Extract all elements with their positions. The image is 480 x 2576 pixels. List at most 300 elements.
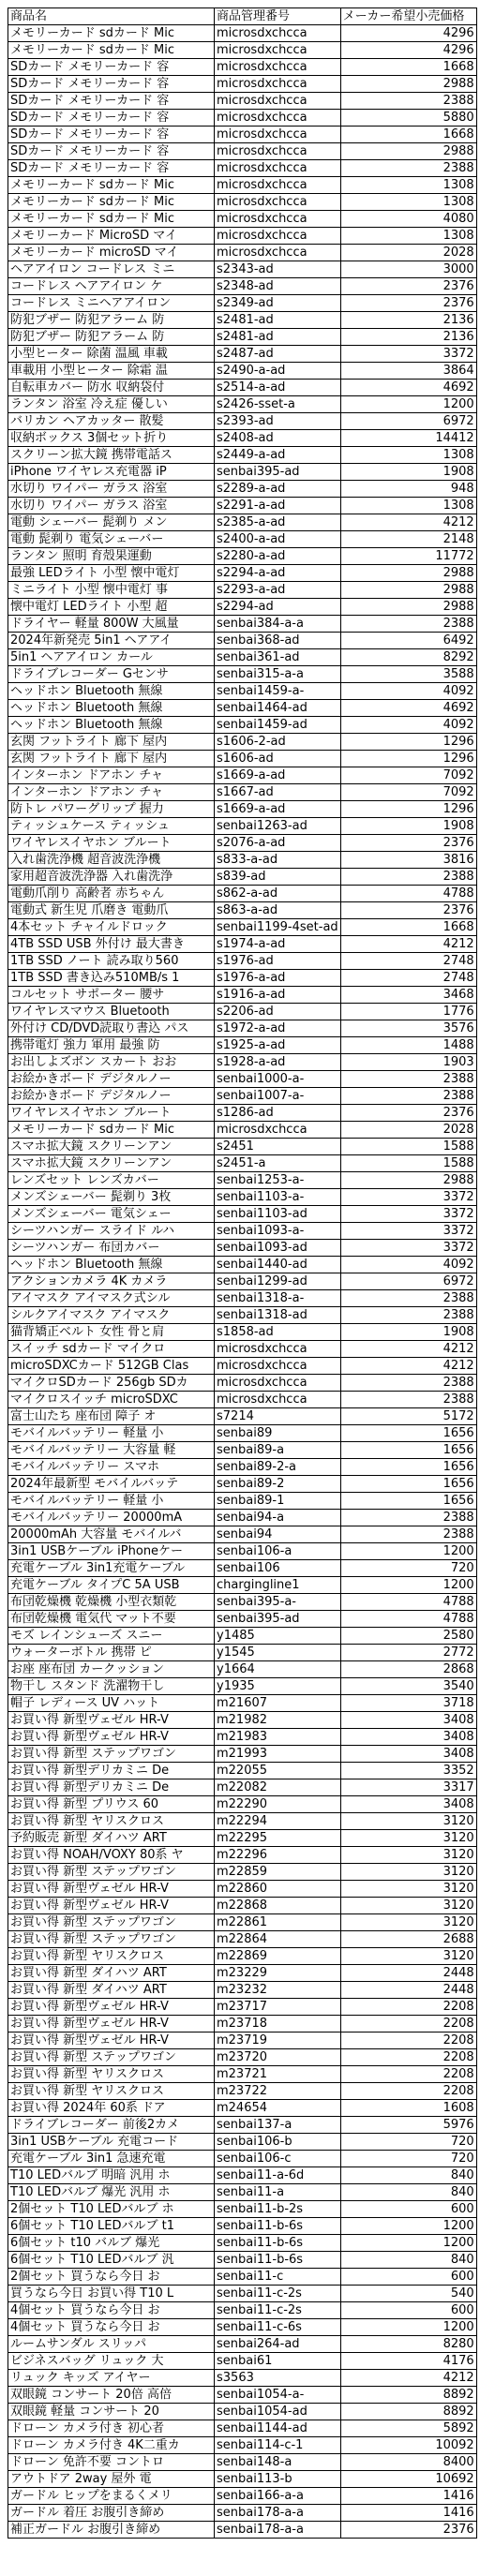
table-row bbox=[8, 1628, 477, 1645]
retail-price-cell: 1588 bbox=[340, 1155, 476, 1172]
table-row bbox=[8, 1813, 477, 1830]
product-name-cell: 防犯ブザー 防犯アラーム 防 bbox=[8, 312, 215, 329]
product-name-cell: モバイルバッテリー 20000mA bbox=[8, 1510, 215, 1526]
retail-price-cell: 4692 bbox=[340, 700, 476, 717]
product-code-cell: senbai368-ad bbox=[215, 633, 341, 649]
table-row bbox=[8, 835, 477, 852]
table-row bbox=[8, 1645, 477, 1661]
retail-price-cell: 600 bbox=[340, 2302, 476, 2319]
table-row bbox=[8, 2370, 477, 2387]
table-row bbox=[8, 1105, 477, 1122]
retail-price-cell: 7092 bbox=[340, 784, 476, 801]
product-code-cell: m22290 bbox=[215, 1796, 341, 1813]
table-row bbox=[8, 2319, 477, 2336]
product-code-cell: y1935 bbox=[215, 1678, 341, 1695]
product-name-cell: 6個セット T10 LEDバルブ t1 bbox=[8, 2218, 215, 2235]
product-code-cell: m23721 bbox=[215, 2066, 341, 2083]
product-code-cell: m23229 bbox=[215, 1965, 341, 1982]
table-row bbox=[8, 413, 477, 430]
product-code-cell: s2343-ad bbox=[215, 261, 341, 278]
product-code-cell: senbai89-2-a bbox=[215, 1459, 341, 1476]
table-row bbox=[8, 2471, 477, 2488]
table-row bbox=[8, 1037, 477, 1054]
retail-price-cell: 8892 bbox=[340, 2387, 476, 2404]
product-code-cell: senbai1103-a- bbox=[215, 1189, 341, 1206]
product-code-cell: senbai11-b-6s bbox=[215, 2252, 341, 2269]
product-code-cell: senbai395-a- bbox=[215, 1594, 341, 1611]
table-row bbox=[8, 818, 477, 835]
table-row bbox=[8, 346, 477, 363]
product-name-cell: バリカン ヘアカッター 散髪 bbox=[8, 413, 215, 430]
product-code-cell: senbai11-c-2s bbox=[215, 2286, 341, 2302]
table-row bbox=[8, 1695, 477, 1712]
table-row bbox=[8, 194, 477, 211]
retail-price-cell: 1416 bbox=[340, 2488, 476, 2505]
product-name-cell: お出しよズボン スカート おお bbox=[8, 1054, 215, 1071]
product-name-cell: マイクロスイッチ microSDXC bbox=[8, 1392, 215, 1408]
table-row bbox=[8, 1341, 477, 1358]
product-code-cell: chargingline1 bbox=[215, 1577, 341, 1594]
product-code-cell: s2291-a-ad bbox=[215, 498, 341, 514]
product-code-cell: senbai361-ad bbox=[215, 649, 341, 666]
table-row bbox=[8, 295, 477, 312]
table-row bbox=[8, 1240, 477, 1257]
product-name-cell: ドローン カメラ付き 4K二重カ bbox=[8, 2437, 215, 2454]
retail-price-cell: 2388 bbox=[340, 160, 476, 177]
retail-price-cell: 6972 bbox=[340, 413, 476, 430]
retail-price-cell: 4296 bbox=[340, 42, 476, 59]
product-code-cell: senbai395-ad bbox=[215, 464, 341, 481]
retail-price-cell: 1200 bbox=[340, 2218, 476, 2235]
product-code-cell: senbai11-a bbox=[215, 2184, 341, 2201]
retail-price-cell: 3468 bbox=[340, 987, 476, 1004]
retail-price-cell: 3408 bbox=[340, 1729, 476, 1746]
table-row bbox=[8, 1948, 477, 1965]
product-name-cell: コードレス ミニヘアアイロン bbox=[8, 295, 215, 312]
product-table bbox=[8, 7, 477, 2539]
product-code-cell: senbai89 bbox=[215, 1425, 341, 1442]
retail-price-cell: 840 bbox=[340, 2252, 476, 2269]
product-name-cell: 4個セット 買うなら今日 お bbox=[8, 2319, 215, 2336]
product-code-cell: s2393-ad bbox=[215, 413, 341, 430]
table-row bbox=[8, 1189, 477, 1206]
product-name-cell: 20000mAh 大容量 モバイルバ bbox=[8, 1526, 215, 1543]
product-name-cell: ガードル ヒップをまるくメリ bbox=[8, 2488, 215, 2505]
table-row bbox=[8, 329, 477, 346]
product-name-cell: お買い得 新型 ヤリスクロス bbox=[8, 2083, 215, 2100]
product-code-cell: s2408-ad bbox=[215, 430, 341, 447]
product-name-cell: 猫背矯正ベルト 女性 骨と肩 bbox=[8, 1324, 215, 1341]
table-row bbox=[8, 2387, 477, 2404]
retail-price-cell: 3816 bbox=[340, 852, 476, 869]
retail-price-cell: 1416 bbox=[340, 2505, 476, 2522]
retail-price-cell: 2028 bbox=[340, 1122, 476, 1139]
product-name-cell: メモリーカード sdカード Mic bbox=[8, 211, 215, 228]
product-code-cell: m21983 bbox=[215, 1729, 341, 1746]
table-row bbox=[8, 261, 477, 278]
table-row bbox=[8, 93, 477, 110]
product-name-cell: 4個セット 買うなら今日 お bbox=[8, 2302, 215, 2319]
retail-price-cell: 3352 bbox=[340, 1763, 476, 1779]
header-product-code: 商品管理番号 bbox=[215, 8, 341, 25]
product-name-cell: お買い得 新型デリカミニ De bbox=[8, 1779, 215, 1796]
product-name-cell: スクリーン拡大鏡 携帯電話ス bbox=[8, 447, 215, 464]
table-row bbox=[8, 919, 477, 936]
product-code-cell: senbai11-b-6s bbox=[215, 2218, 341, 2235]
product-name-cell: コードレス ヘアアイロン ケ bbox=[8, 278, 215, 295]
table-row bbox=[8, 582, 477, 599]
product-code-cell: senbai94 bbox=[215, 1526, 341, 1543]
table-row bbox=[8, 970, 477, 987]
retail-price-cell: 2388 bbox=[340, 1290, 476, 1307]
product-name-cell: 買うなら今日 お買い得 T10 L bbox=[8, 2286, 215, 2302]
table-row bbox=[8, 2454, 477, 2471]
retail-price-cell: 4092 bbox=[340, 683, 476, 700]
retail-price-cell: 3000 bbox=[340, 261, 476, 278]
product-name-cell: メモリーカード sdカード Mic bbox=[8, 177, 215, 194]
table-row bbox=[8, 1594, 477, 1611]
retail-price-cell: 2868 bbox=[340, 1661, 476, 1678]
table-row bbox=[8, 852, 477, 869]
table-row bbox=[8, 902, 477, 919]
product-name-cell: モバイルバッテリー 軽量 小 bbox=[8, 1425, 215, 1442]
table-row bbox=[8, 228, 477, 245]
product-code-cell: s2349-ad bbox=[215, 295, 341, 312]
product-name-cell: 携帯電灯 強力 軍用 最強 防 bbox=[8, 1037, 215, 1054]
product-code-cell: s863-a-ad bbox=[215, 902, 341, 919]
retail-price-cell: 2208 bbox=[340, 1999, 476, 2016]
product-code-cell: senbai1093-ad bbox=[215, 1240, 341, 1257]
product-code-cell: y1485 bbox=[215, 1628, 341, 1645]
product-name-cell: SDカード メモリーカード 容 bbox=[8, 93, 215, 110]
table-row bbox=[8, 886, 477, 902]
product-name-cell: 双眼鏡 軽量 コンサート 20 bbox=[8, 2404, 215, 2420]
retail-price-cell: 5880 bbox=[340, 110, 476, 127]
product-code-cell: senbai11-b-2s bbox=[215, 2201, 341, 2218]
product-name-cell: 1TB SSD ノート 読み取り560 bbox=[8, 953, 215, 970]
product-name-cell: 電動 シェーバー 髭剃り メン bbox=[8, 514, 215, 531]
table-row bbox=[8, 734, 477, 751]
product-code-cell: senbai11-c-6s bbox=[215, 2319, 341, 2336]
product-code-cell: s1667-ad bbox=[215, 784, 341, 801]
table-row bbox=[8, 312, 477, 329]
product-code-cell: senbai1253-a- bbox=[215, 1172, 341, 1189]
product-name-cell: 防トレ パワーグリップ 握力 bbox=[8, 801, 215, 818]
retail-price-cell: 2388 bbox=[340, 1375, 476, 1392]
product-name-cell: リュック キッズ アイヤー bbox=[8, 2370, 215, 2387]
product-name-cell: 帽子 レディース UV ハット bbox=[8, 1695, 215, 1712]
table-row bbox=[8, 1864, 477, 1881]
table-row bbox=[8, 447, 477, 464]
product-name-cell: メモリーカード microSD マイ bbox=[8, 245, 215, 261]
retail-price-cell: 5172 bbox=[340, 1408, 476, 1425]
table-row bbox=[8, 396, 477, 413]
retail-price-cell: 2376 bbox=[340, 295, 476, 312]
retail-price-cell: 5976 bbox=[340, 2117, 476, 2134]
retail-price-cell: 2376 bbox=[340, 835, 476, 852]
retail-price-cell: 3120 bbox=[340, 1898, 476, 1914]
product-code-cell: s1972-a-ad bbox=[215, 1020, 341, 1037]
product-code-cell: senbai114-c-1 bbox=[215, 2437, 341, 2454]
table-row bbox=[8, 1982, 477, 1999]
table-row bbox=[8, 1071, 477, 1088]
product-name-cell: スマホ拡大鏡 スクリーンアン bbox=[8, 1155, 215, 1172]
product-code-cell: s2490-a-ad bbox=[215, 363, 341, 380]
retail-price-cell: 3120 bbox=[340, 1881, 476, 1898]
product-code-cell: microsdxchcca bbox=[215, 127, 341, 143]
product-code-cell: s2348-ad bbox=[215, 278, 341, 295]
product-name-cell: 防犯ブザー 防犯アラーム 防 bbox=[8, 329, 215, 346]
product-name-cell: 予約販売 新型 ダイハツ ART bbox=[8, 1830, 215, 1847]
table-row bbox=[8, 2235, 477, 2252]
product-code-cell: s2289-a-ad bbox=[215, 481, 341, 498]
product-code-cell: s839-ad bbox=[215, 869, 341, 886]
product-code-cell: y1664 bbox=[215, 1661, 341, 1678]
product-code-cell: m21607 bbox=[215, 1695, 341, 1712]
product-name-cell: ドローン 免許不要 コントロ bbox=[8, 2454, 215, 2471]
product-name-cell: ミニライト 小型 懐中電灯 事 bbox=[8, 582, 215, 599]
table-row bbox=[8, 1729, 477, 1746]
table-row bbox=[8, 245, 477, 261]
product-name-cell: インターホン ドアホン チャ bbox=[8, 784, 215, 801]
table-row bbox=[8, 1999, 477, 2016]
product-name-cell: 懐中電灯 LEDライト 小型 超 bbox=[8, 599, 215, 616]
table-row bbox=[8, 936, 477, 953]
retail-price-cell: 2988 bbox=[340, 582, 476, 599]
table-row bbox=[8, 599, 477, 616]
product-name-cell: 6個セット T10 LEDバルブ 汎 bbox=[8, 2252, 215, 2269]
product-name-cell: 自転車カバー 防水 収納袋付 bbox=[8, 380, 215, 396]
product-code-cell: s1606-2-ad bbox=[215, 734, 341, 751]
table-row bbox=[8, 110, 477, 127]
retail-price-cell: 600 bbox=[340, 2201, 476, 2218]
table-row bbox=[8, 717, 477, 734]
product-name-cell: スマホ拡大鏡 スクリーンアン bbox=[8, 1139, 215, 1155]
retail-price-cell: 3408 bbox=[340, 1746, 476, 1763]
table-row bbox=[8, 1139, 477, 1155]
table-row bbox=[8, 2522, 477, 2539]
product-name-cell: SDカード メモリーカード 容 bbox=[8, 59, 215, 76]
product-code-cell: s1286-ad bbox=[215, 1105, 341, 1122]
table-row bbox=[8, 953, 477, 970]
retail-price-cell: 3317 bbox=[340, 1779, 476, 1796]
table-row bbox=[8, 801, 477, 818]
retail-price-cell: 948 bbox=[340, 481, 476, 498]
table-row bbox=[8, 1392, 477, 1408]
retail-price-cell: 840 bbox=[340, 2184, 476, 2201]
product-name-cell: ワイヤレスイヤホン ブルート bbox=[8, 835, 215, 852]
retail-price-cell: 3540 bbox=[340, 1678, 476, 1695]
product-name-cell: ティッシュケース ティッシュ bbox=[8, 818, 215, 835]
product-name-cell: お買い得 新型デリカミニ De bbox=[8, 1763, 215, 1779]
product-name-cell: シーツハンガー スライド ルハ bbox=[8, 1223, 215, 1240]
product-code-cell: senbai113-b bbox=[215, 2471, 341, 2488]
product-code-cell: m23718 bbox=[215, 2016, 341, 2033]
header-product-name: 商品名 bbox=[8, 8, 215, 25]
product-code-cell: s1858-ad bbox=[215, 1324, 341, 1341]
table-row bbox=[8, 25, 477, 42]
table-row bbox=[8, 531, 477, 548]
retail-price-cell: 2748 bbox=[340, 953, 476, 970]
table-row bbox=[8, 751, 477, 767]
product-name-cell: アイマスク アイマスク式シル bbox=[8, 1290, 215, 1307]
product-name-cell: お買い得 新型ヴェゼル HR-V bbox=[8, 1898, 215, 1914]
table-row bbox=[8, 42, 477, 59]
product-code-cell: s1925-a-ad bbox=[215, 1037, 341, 1054]
product-name-cell: 最強 LEDライト 小型 懐中電灯 bbox=[8, 565, 215, 582]
table-row bbox=[8, 380, 477, 396]
product-name-cell: 補正ガードル お腹引き締め bbox=[8, 2522, 215, 2539]
product-name-cell: 充電ケーブル 3in1充電ケーブル bbox=[8, 1560, 215, 1577]
retail-price-cell: 1308 bbox=[340, 447, 476, 464]
product-name-cell: 2個セット 買うなら今日 お bbox=[8, 2269, 215, 2286]
retail-price-cell: 2988 bbox=[340, 143, 476, 160]
retail-price-cell: 3864 bbox=[340, 363, 476, 380]
retail-price-cell: 2988 bbox=[340, 565, 476, 582]
retail-price-cell: 1200 bbox=[340, 396, 476, 413]
product-code-cell: senbai106-b bbox=[215, 2134, 341, 2151]
table-row bbox=[8, 2066, 477, 2083]
retail-price-cell: 1908 bbox=[340, 818, 476, 835]
retail-price-cell: 2988 bbox=[340, 1172, 476, 1189]
product-name-cell: アウトドア 2way 屋外 電 bbox=[8, 2471, 215, 2488]
product-code-cell: m22860 bbox=[215, 1881, 341, 1898]
table-row bbox=[8, 363, 477, 380]
table-row bbox=[8, 2083, 477, 2100]
retail-price-cell: 8292 bbox=[340, 649, 476, 666]
retail-price-cell: 3120 bbox=[340, 1847, 476, 1864]
table-row bbox=[8, 2353, 477, 2370]
product-name-cell: ドライヤー 軽量 800W 大風量 bbox=[8, 616, 215, 633]
retail-price-cell: 1656 bbox=[340, 1493, 476, 1510]
product-name-cell: レンズセット レンズカバー bbox=[8, 1172, 215, 1189]
product-name-cell: 電動爪削り 高齢者 赤ちゃん bbox=[8, 886, 215, 902]
retail-price-cell: 1656 bbox=[340, 1442, 476, 1459]
retail-price-cell: 2148 bbox=[340, 531, 476, 548]
product-code-cell: senbai178-a-a bbox=[215, 2505, 341, 2522]
product-name-cell: 外付け CD/DVD読取り書込 パス bbox=[8, 1020, 215, 1037]
product-code-cell: senbai1318-ad bbox=[215, 1307, 341, 1324]
retail-price-cell: 1308 bbox=[340, 177, 476, 194]
table-row bbox=[8, 2016, 477, 2033]
retail-price-cell: 3120 bbox=[340, 1813, 476, 1830]
retail-price-cell: 4212 bbox=[340, 514, 476, 531]
table-row bbox=[8, 1881, 477, 1898]
retail-price-cell: 720 bbox=[340, 1560, 476, 1577]
product-name-cell: ランタン 浴室 冷え症 優しい bbox=[8, 396, 215, 413]
product-code-cell: s2449-a-ad bbox=[215, 447, 341, 464]
retail-price-cell: 1296 bbox=[340, 751, 476, 767]
retail-price-cell: 4080 bbox=[340, 211, 476, 228]
table-row bbox=[8, 1223, 477, 1240]
product-code-cell: m21993 bbox=[215, 1746, 341, 1763]
table-row bbox=[8, 1931, 477, 1948]
product-code-cell: senbai178-a-a bbox=[215, 2522, 341, 2539]
product-name-cell: コルセット サポーター 腰サ bbox=[8, 987, 215, 1004]
product-code-cell: microsdxchcca bbox=[215, 1375, 341, 1392]
retail-price-cell: 3372 bbox=[340, 1206, 476, 1223]
product-code-cell: s2385-a-ad bbox=[215, 514, 341, 531]
product-code-cell: s1669-a-ad bbox=[215, 767, 341, 784]
retail-price-cell: 1656 bbox=[340, 1425, 476, 1442]
table-row bbox=[8, 2488, 477, 2505]
product-code-cell: senbai1459-a- bbox=[215, 683, 341, 700]
table-row bbox=[8, 278, 477, 295]
product-name-cell: 家用超音波洗浄器 入れ歯洗浄 bbox=[8, 869, 215, 886]
table-row bbox=[8, 2286, 477, 2302]
retail-price-cell: 2388 bbox=[340, 1071, 476, 1088]
product-code-cell: microsdxchcca bbox=[215, 245, 341, 261]
table-row bbox=[8, 430, 477, 447]
product-name-cell: 車載用 小型ヒーター 除霜 温 bbox=[8, 363, 215, 380]
product-code-cell: s2451 bbox=[215, 1139, 341, 1155]
table-row bbox=[8, 1543, 477, 1560]
product-code-cell: senbai11-b-6s bbox=[215, 2235, 341, 2252]
product-name-cell: iPhone ワイヤレス充電器 iP bbox=[8, 464, 215, 481]
product-name-cell: お買い得 新型 ステップワゴン bbox=[8, 1914, 215, 1931]
table-row bbox=[8, 1493, 477, 1510]
table-row bbox=[8, 1712, 477, 1729]
table-row bbox=[8, 700, 477, 717]
product-name-cell: 小型ヒーター 除菌 温風 車載 bbox=[8, 346, 215, 363]
table-row bbox=[8, 1678, 477, 1695]
product-name-cell: お絵かきボード デジタルノー bbox=[8, 1088, 215, 1105]
table-row bbox=[8, 2117, 477, 2134]
product-code-cell: m22294 bbox=[215, 1813, 341, 1830]
product-code-cell: m22869 bbox=[215, 1948, 341, 1965]
product-code-cell: m22859 bbox=[215, 1864, 341, 1881]
table-row bbox=[8, 1746, 477, 1763]
product-code-cell: s2076-a-ad bbox=[215, 835, 341, 852]
retail-price-cell: 2388 bbox=[340, 1526, 476, 1543]
table-row bbox=[8, 1307, 477, 1324]
retail-price-cell: 3408 bbox=[340, 1712, 476, 1729]
retail-price-cell: 1656 bbox=[340, 1459, 476, 1476]
product-name-cell: 電動 髭剃り 電気シェーバー bbox=[8, 531, 215, 548]
retail-price-cell: 1308 bbox=[340, 228, 476, 245]
product-code-cell: senbai1054-ad bbox=[215, 2404, 341, 2420]
product-name-cell: お買い得 新型 ステップワゴン bbox=[8, 1931, 215, 1948]
product-code-cell: microsdxchcca bbox=[215, 1392, 341, 1408]
retail-price-cell: 3120 bbox=[340, 1914, 476, 1931]
product-code-cell: microsdxchcca bbox=[215, 177, 341, 194]
retail-price-cell: 1296 bbox=[340, 734, 476, 751]
table-row bbox=[8, 616, 477, 633]
product-code-cell: senbai1459-ad bbox=[215, 717, 341, 734]
product-code-cell: microsdxchcca bbox=[215, 42, 341, 59]
product-name-cell: お買い得 新型ヴェゼル HR-V bbox=[8, 1729, 215, 1746]
product-name-cell: モズ レインシューズ スニー bbox=[8, 1628, 215, 1645]
table-row bbox=[8, 59, 477, 76]
product-name-cell: 富士山たち 座布団 障子 オ bbox=[8, 1408, 215, 1425]
retail-price-cell: 10692 bbox=[340, 2471, 476, 2488]
retail-price-cell: 14412 bbox=[340, 430, 476, 447]
product-code-cell: senbai315-a-a bbox=[215, 666, 341, 683]
table-row bbox=[8, 143, 477, 160]
table-row bbox=[8, 987, 477, 1004]
product-code-cell: senbai89-1 bbox=[215, 1493, 341, 1510]
retail-price-cell: 1200 bbox=[340, 1543, 476, 1560]
product-name-cell: 電動式 新生児 爪磨き 電動爪 bbox=[8, 902, 215, 919]
product-code-cell: senbai11-c bbox=[215, 2269, 341, 2286]
product-name-cell: ヘッドホン Bluetooth 無線 bbox=[8, 683, 215, 700]
retail-price-cell: 8892 bbox=[340, 2404, 476, 2420]
product-name-cell: お買い得 新型 ダイハツ ART bbox=[8, 1965, 215, 1982]
retail-price-cell: 1200 bbox=[340, 2235, 476, 2252]
product-code-cell: s1928-a-ad bbox=[215, 1054, 341, 1071]
product-name-cell: お買い得 新型 ヤリスクロス bbox=[8, 2066, 215, 2083]
product-code-cell: s1974-a-ad bbox=[215, 936, 341, 953]
